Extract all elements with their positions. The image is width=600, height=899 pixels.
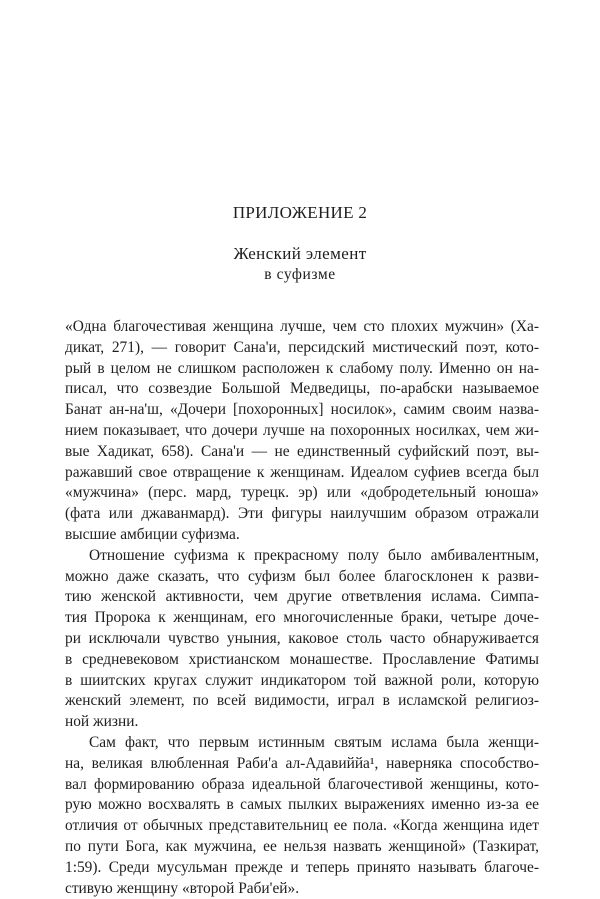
paragraph-3 [65, 733, 539, 899]
text-line: можно даже сказать, что суфизм был более благосклонен к разви- [65, 567, 539, 585]
paragraph-1 [65, 317, 539, 546]
text-line: отличия от обычных представительниц ее пола. «Когда женщина идет [65, 817, 539, 835]
text-line: ной жизни. [65, 713, 139, 731]
text-line: тию женской активности, чем другие ответвления ислама. Симпа- [65, 588, 539, 606]
text-line: Отношение суфизма к прекрасному полу было амбивалентным, [89, 546, 539, 564]
text-line: высшие амбиции суфизма. [65, 525, 240, 543]
text-line: в шиитских кругах служит индикатором той важной роли, которую [65, 671, 539, 689]
body-text [65, 317, 539, 899]
text-line: дикат, 271), — говорит Сана'и, персидский мистический поэт, кото- [65, 338, 539, 356]
paragraph-2 [65, 546, 539, 733]
text-line: тия Пророка к женщинам, его многочисленные браки, четыре доче- [65, 609, 539, 627]
text-line: «Одна благочестивая женщина лучше, чем сто плохих мужчин» (Ха- [65, 318, 539, 335]
text-line: нием показывает, что дочери лучше на похоронных носилках, чем жи- [65, 421, 539, 439]
text-line: на, великая влюбленная Раби'а ал-Адавиййа¹, наверняка способство- [65, 754, 539, 772]
text-line: рую можно восхвалять в самых пылких выражениях именно из-за ее [65, 796, 539, 814]
text-line: по пути Бога, как мужчина, ее нельзя назвать женщиной» (Тазкират, [65, 837, 539, 855]
text-line: вые Хадикат, 658). Сана'и — не единственный суфийский поэт, вы- [65, 442, 539, 460]
text-line: рый в целом не слишком расположен к слабому полу. Именно он на- [65, 359, 539, 377]
text-line: 1:59). Среди мусульман прежде и теперь принято называть благоче- [65, 858, 539, 876]
text-line: ри исключали чувство уныния, каковое столь часто обнаруживается [65, 629, 539, 647]
text-line: ражавший свое отвращение к женщинам. Идеалом суфиев всегда был [65, 463, 539, 481]
text-line: женский элемент, по всей видимости, играл в исламской религиоз- [65, 692, 539, 710]
chapter-title: ПРИЛОЖЕНИЕ 2 [232, 203, 368, 222]
chapter-subtitle-line1: Женский элемент [233, 244, 367, 263]
chapter-subtitle-line2: в суфизме [264, 266, 336, 283]
text-line: в средневековом христианском монашестве. Прославление Фатимы [65, 650, 539, 668]
text-line: Банат ан-на'ш, «Дочери [похоронных] носилок», самим своим назва- [65, 401, 539, 419]
text-line: писал, что созвездие Большой Медведицы, по-арабски называемое [65, 380, 539, 398]
text-line: Сам факт, что первым истинным святым ислама была женщи- [89, 733, 539, 751]
text-line: стивую женщину «второй Раби'ей». [65, 879, 300, 897]
text-line: вал формированию образа идеальной благочестивой женщины, кото- [65, 775, 539, 793]
text-line: «мужчина» (перс. мард, турецк. эр) или «добродетельный юноша» [65, 484, 539, 502]
text-line: (фата или джаванмард). Эти фигуры наилучшим образом отражали [65, 505, 539, 523]
